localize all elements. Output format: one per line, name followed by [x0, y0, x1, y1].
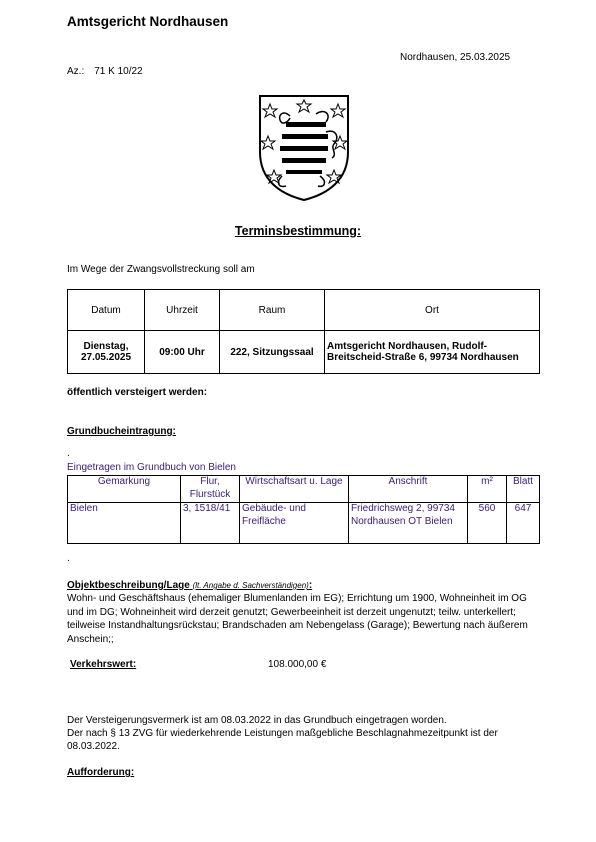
table-header-row [68, 476, 540, 503]
land-register-heading: Grundbucheintragung: [67, 426, 176, 437]
header-room: Raum [220, 290, 325, 331]
cell-wirtschaftsart: Gebäude- und Freifläche [240, 503, 349, 544]
cell-qm: 560 [468, 503, 507, 544]
object-description-heading [67, 580, 312, 591]
header-date: Datum [68, 290, 145, 331]
table-row [68, 331, 540, 374]
date-weekday: Dienstag, [83, 341, 129, 352]
header-time: Uhrzeit [145, 290, 220, 331]
appointment-location: Amtsgericht Nordhausen, Rudolf-Breitscheid-Straße 6, 99734 Nordhausen [325, 331, 540, 374]
land-register-table [67, 475, 540, 544]
auction-note [67, 714, 542, 753]
cell-anschrift: Friedrichsweg 2, 99734 Nordhausen OT Bielen [349, 503, 468, 544]
header-wirtschaftsart: Wirtschaftsart u. Lage [240, 476, 349, 503]
object-heading-colon: : [308, 580, 313, 591]
header-blatt: Blatt [507, 476, 540, 503]
document-title: Terminsbestimmung: [234, 224, 362, 238]
header-location: Ort [325, 290, 540, 331]
az-number: 71 K 10/22 [94, 66, 143, 77]
market-value: 108.000,00 € [268, 659, 327, 670]
intro-text: Im Wege der Zwangsvollstreckung soll am [67, 264, 255, 275]
coat-of-arms-icon [256, 92, 352, 202]
case-number [67, 66, 143, 77]
cell-gemarkung: Bielen [68, 503, 181, 544]
land-register-subheading: Eingetragen im Grundbuch von Bielen [67, 462, 236, 473]
request-heading: Aufforderung: [67, 767, 135, 778]
header-flur: Flur, Flurstück [181, 476, 240, 503]
court-name: Amtsgericht Nordhausen [67, 14, 229, 29]
auction-note-line1: Der Versteigerungsvermerk ist am 08.03.2022 in das Grundbuch eingetragen worden. [67, 715, 447, 726]
place-date: Nordhausen, 25.03.2025 [400, 52, 511, 63]
header-qm: m² [468, 476, 507, 503]
table-header-row [68, 290, 540, 331]
header-anschrift: Anschrift [349, 476, 468, 503]
az-label: Az.: [67, 66, 85, 77]
appointment-room: 222, Sitzungssaal [220, 331, 325, 374]
auction-statement: öffentlich versteigert werden: [67, 387, 208, 398]
object-heading-text: Objektbeschreibung/Lage [67, 580, 190, 591]
appointment-table [67, 289, 540, 374]
object-heading-note: (lt. Angabe d. Sachverständigen) [192, 581, 309, 590]
object-description: Wohn- und Geschäftshaus (ehemaliger Blumenlanden im EG); Errichtung um 1900, Wohneinheit im OG und im DG; Wohneinheit wird derzeit genutzt; Gewerbeeinheit ist derzeit ungenutzt; teilw. unterkellert; teilweise Instandhaltungsrückstau; Brandschaden am Nebengelass (Garage); Bewertung nach äußerem Anschein;; [67, 593, 528, 645]
market-value-label: Verkehrswert: [70, 659, 137, 670]
auction-note-line2: Der nach § 13 ZVG für wiederkehrende Leistungen maßgebliche Beschlagnahmezeitpunkt ist der 08.03.2022. [67, 728, 498, 752]
table-row [68, 503, 540, 544]
appointment-time: 09:00 Uhr [145, 331, 220, 374]
separator-dot: . [67, 448, 70, 459]
header-gemarkung: Gemarkung [68, 476, 181, 503]
date-value: 27.05.2025 [80, 352, 132, 363]
separator-dot: . [67, 553, 70, 564]
cell-flur: 3, 1518/41 [181, 503, 240, 544]
cell-blatt: 647 [507, 503, 540, 544]
appointment-date [68, 331, 145, 374]
